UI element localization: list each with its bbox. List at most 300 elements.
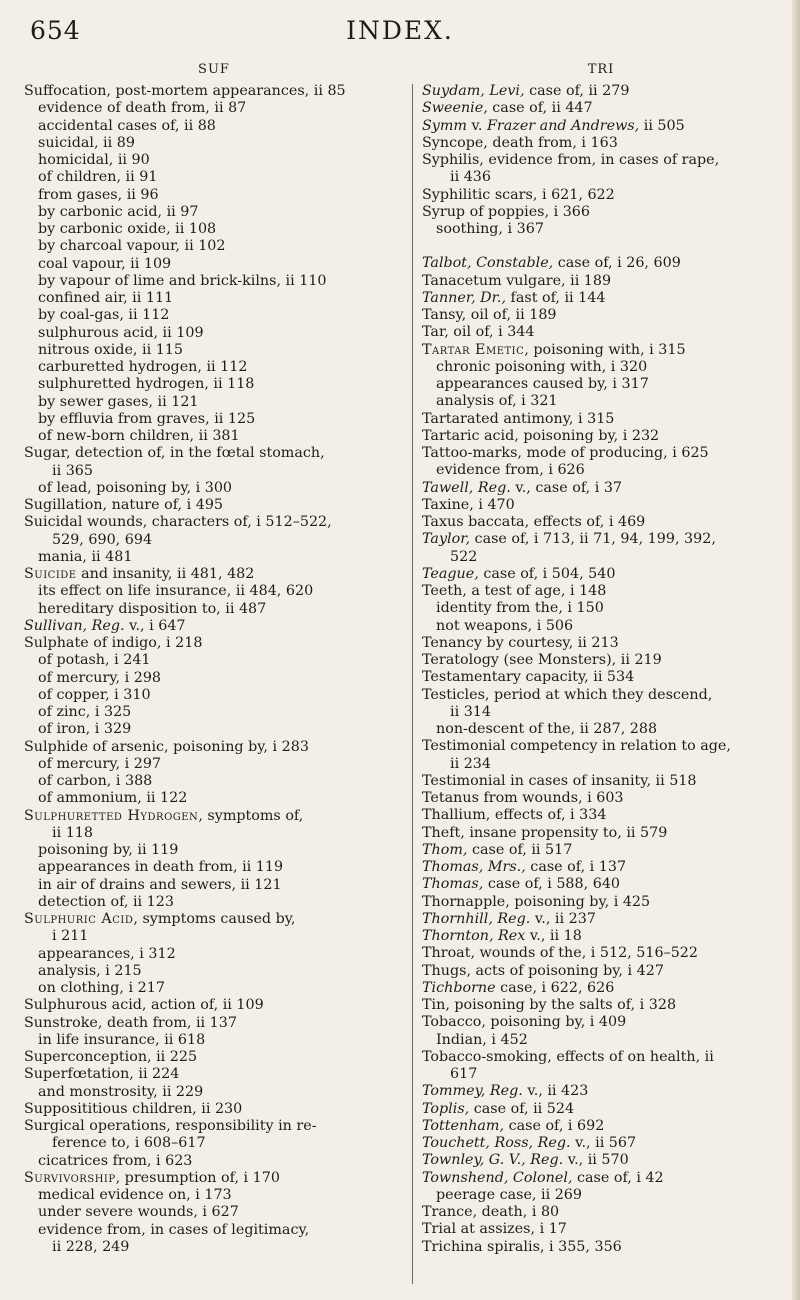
index-entry-text: Throat, wounds of the, i 512, 516–522 — [422, 945, 699, 962]
index-entry-text: Thornhill, Reg. v., ii 237 — [422, 910, 596, 927]
index-entry-text: and monstrosity, ii 229 — [38, 1083, 204, 1100]
index-entry-line — [24, 704, 404, 721]
index-entry-line — [24, 238, 404, 255]
index-entry-line — [422, 462, 780, 479]
index-entry-text: homicidal, ii 90 — [38, 152, 150, 168]
index-entry-line — [24, 963, 404, 980]
index-entry-text: Sullivan, Reg. v., i 647 — [24, 617, 186, 634]
index-entry-text: Thornton, Rex v., ii 18 — [422, 928, 582, 944]
right-column-head: TRI — [587, 62, 615, 77]
index-entry-line — [24, 100, 404, 117]
index-entry-line — [24, 83, 404, 100]
page-number: 654 — [30, 16, 81, 45]
index-entry-line — [24, 1101, 404, 1118]
index-entry-line — [422, 876, 780, 893]
index-entry-line — [422, 825, 780, 842]
index-entry-line — [422, 618, 780, 635]
index-entry-text: Sulphate of indigo, i 218 — [24, 635, 203, 651]
index-entry-line — [422, 324, 780, 341]
index-entry-line — [422, 359, 780, 376]
index-entry-line — [24, 152, 404, 169]
index-entry-text: Tartar Emetic, poisoning with, i 315 — [422, 341, 686, 358]
index-entry-text: ii 118 — [52, 824, 93, 841]
italic-name: Townley, G. V., Reg. — [422, 1152, 564, 1169]
italic-name: Townshend, Colonel, — [422, 1169, 573, 1186]
index-entry-line — [422, 790, 780, 807]
index-entry-text: under severe wounds, i 627 — [38, 1204, 239, 1221]
smallcaps-heading: Tartar Emetic — [422, 341, 525, 358]
index-entry-text: 529, 690, 694 — [52, 531, 153, 548]
index-entry-line — [24, 618, 404, 635]
index-entry-text: medical evidence on, i 173 — [38, 1187, 232, 1203]
index-entry-text: Thornapple, poisoning by, i 425 — [422, 893, 651, 910]
index-entry-line — [24, 463, 404, 480]
index-entry-line — [24, 894, 404, 911]
index-entry-line — [24, 497, 404, 514]
index-entry-line — [422, 1101, 780, 1118]
index-entry-text: soothing, i 367 — [436, 221, 544, 237]
italic-name: Thornton, Rex — [422, 928, 526, 944]
index-entry-line — [24, 980, 404, 997]
index-entry-line — [24, 290, 404, 307]
index-entry-line — [24, 808, 404, 825]
index-entry-line — [24, 687, 404, 704]
index-entry-text: by effluvia from graves, ii 125 — [38, 410, 256, 427]
index-entry-text: appearances caused by, i 317 — [436, 376, 649, 392]
index-entry-line — [24, 204, 404, 221]
index-entry-line — [422, 169, 780, 186]
index-entry-line — [24, 790, 404, 807]
index-entry-line — [422, 255, 780, 272]
index-entry-line — [422, 290, 780, 307]
index-entry-line — [422, 704, 780, 721]
index-entry-line — [24, 859, 404, 876]
index-entry-text: by sewer gases, ii 121 — [38, 393, 199, 410]
index-entry-line — [24, 652, 404, 669]
index-entry-line — [24, 169, 404, 186]
index-entry-line — [24, 1084, 404, 1101]
index-entry-line — [422, 393, 780, 410]
index-entry-text: Talbot, Constable, case of, i 26, 609 — [422, 255, 681, 272]
index-entry-line — [422, 221, 780, 238]
index-entry-text: ii 234 — [450, 755, 491, 772]
index-entry-line — [24, 756, 404, 773]
index-entry-line — [422, 945, 780, 962]
italic-name: Touchett, Ross, Reg. — [422, 1135, 571, 1151]
index-entry-line — [24, 187, 404, 204]
left-entries — [24, 83, 404, 1256]
index-entry-text: Survivorship, presumption of, i 170 — [24, 1169, 280, 1186]
index-entry-line — [24, 394, 404, 411]
index-entry-line — [24, 1015, 404, 1032]
italic-name: Thornhill, Reg. — [422, 910, 531, 927]
index-entry-text: Sugar, detection of, in the fœtal stomach, — [24, 445, 325, 462]
index-entry-text: Tanner, Dr., fast of, ii 144 — [422, 289, 606, 306]
column-divider — [412, 84, 413, 1284]
index-entry-line — [422, 445, 780, 462]
index-entry-line — [24, 445, 404, 462]
index-entry-text: 617 — [450, 1066, 478, 1082]
index-entry-text: mania, ii 481 — [38, 548, 133, 565]
index-entry-line — [422, 928, 780, 945]
index-entry-text: ii 365 — [52, 462, 93, 479]
index-entry-line — [24, 359, 404, 376]
index-entry-text: Trichina spiralis, i 355, 356 — [422, 1238, 622, 1255]
index-entry-text: Touchett, Ross, Reg. v., ii 567 — [422, 1135, 637, 1151]
index-entry-text: ii 436 — [450, 169, 491, 186]
index-entry-text: Tattoo-marks, mode of producing, i 625 — [422, 445, 709, 461]
index-entry-line — [24, 428, 404, 445]
italic-name: Suydam, Levi, — [422, 83, 525, 99]
index-entry-line — [422, 566, 780, 583]
index-entry-text: on clothing, i 217 — [38, 980, 165, 996]
index-entry-text: by charcoal vapour, ii 102 — [38, 238, 226, 255]
index-entry-line — [422, 135, 780, 152]
index-entry-text: Indian, i 452 — [436, 1031, 528, 1048]
index-entry-line — [422, 1204, 780, 1221]
index-entry-line — [422, 583, 780, 600]
index-entry-text: evidence of death from, ii 87 — [38, 100, 247, 117]
right-column — [422, 62, 780, 1256]
right-entries — [422, 83, 780, 1256]
index-entry-line — [422, 549, 780, 566]
index-entry-text: of iron, i 329 — [38, 721, 132, 738]
index-entry-text: Tartarated antimony, i 315 — [422, 410, 615, 427]
index-entry-text: in air of drains and sewers, ii 121 — [38, 876, 282, 893]
index-entry-line — [24, 307, 404, 324]
index-entry-line — [422, 307, 780, 324]
italic-name: Tanner, Dr., — [422, 289, 506, 306]
index-entry-text: 522 — [450, 548, 478, 565]
italic-name: Sweenie, — [422, 100, 488, 117]
index-entry-text: of lead, poisoning by, i 300 — [38, 479, 233, 496]
index-entry-text: Sugillation, nature of, i 495 — [24, 497, 224, 513]
index-entry-line — [24, 411, 404, 428]
index-entry-text: Tin, poisoning by the salts of, i 328 — [422, 997, 677, 1013]
index-entry-text: Tottenham, case of, i 692 — [422, 1117, 605, 1134]
index-entry-text: appearances in death from, ii 119 — [38, 859, 284, 876]
index-entry-text: Trance, death, i 80 — [422, 1204, 560, 1220]
index-entry-text: Townley, G. V., Reg. v., ii 570 — [422, 1152, 629, 1169]
index-entry-text: Tanacetum vulgare, ii 189 — [422, 272, 612, 289]
index-entry-text: in life insurance, ii 618 — [38, 1031, 206, 1048]
index-entry-text: cicatrices from, i 623 — [38, 1152, 193, 1169]
italic-name: Sullivan, Reg. — [24, 617, 125, 634]
index-entry-text: Sweenie, case of, ii 447 — [422, 100, 593, 117]
index-entry-line — [422, 514, 780, 531]
page-header — [0, 16, 800, 56]
index-entry-text: Teeth, a test of age, i 148 — [422, 583, 607, 599]
index-entry-line — [24, 1118, 404, 1135]
index-entry-text: hereditary disposition to, ii 487 — [38, 600, 267, 617]
index-entry-line — [422, 687, 780, 704]
index-entry-text: Superfœtation, ii 224 — [24, 1066, 180, 1083]
index-entry-line — [24, 773, 404, 790]
index-entry-text: Tartaric acid, poisoning by, i 232 — [422, 427, 660, 444]
index-entry-text: Trial at assizes, i 17 — [422, 1221, 567, 1238]
index-entry-text: of new-born children, ii 381 — [38, 428, 240, 444]
index-entry-text: evidence from, in cases of legitimacy, — [38, 1221, 310, 1238]
index-entry-text: of carbon, i 388 — [38, 773, 153, 789]
index-entry-text: Sunstroke, death from, ii 137 — [24, 1014, 237, 1031]
index-entry-text: i 211 — [52, 928, 89, 945]
index-entry-text: Syrup of poppies, i 366 — [422, 203, 590, 220]
index-entry-line — [422, 997, 780, 1014]
index-entry-text: Supposititious children, ii 230 — [24, 1100, 243, 1117]
index-entry-text: Thugs, acts of poisoning by, i 427 — [422, 962, 664, 979]
italic-name: Tawell, Reg. — [422, 479, 511, 496]
index-entry-text: Syphilis, evidence from, in cases of rape, — [422, 152, 720, 168]
index-entry-line — [422, 894, 780, 911]
index-entry-text: appearances, i 312 — [38, 945, 176, 962]
index-entry-line — [422, 669, 780, 686]
index-entry-line — [422, 911, 780, 928]
index-entry-text: poisoning by, ii 119 — [38, 842, 179, 858]
index-entry-text: Tetanus from wounds, i 603 — [422, 790, 624, 806]
index-entry-text: Taylor, case of, i 713, ii 71, 94, 199, 392, — [422, 531, 716, 548]
index-entry-text: by carbonic oxide, ii 108 — [38, 221, 217, 237]
index-entry-text: of children, ii 91 — [38, 169, 158, 186]
index-entry-line — [24, 273, 404, 290]
index-entry-text: Testicles, period at which they descend, — [422, 686, 713, 703]
index-entry-text: Tawell, Reg. v., case of, i 37 — [422, 479, 623, 496]
index-entry-text: chronic poisoning with, i 320 — [436, 358, 648, 375]
index-entry-line — [24, 566, 404, 583]
index-entry-line — [422, 342, 780, 359]
index-entry-text: Taxine, i 470 — [422, 496, 515, 513]
index-entry-text: Suffocation, post-mortem appearances, ii 85 — [24, 83, 346, 99]
index-entry-text: ii 314 — [450, 703, 491, 720]
index-entry-line — [422, 497, 780, 514]
index-entry-text: sulphuretted hydrogen, ii 118 — [38, 376, 255, 393]
index-entry-line — [422, 1239, 780, 1256]
index-entry-line — [24, 877, 404, 894]
index-entry-text: Townshend, Colonel, case of, i 42 — [422, 1169, 664, 1186]
index-entry-text: Testamentary capacity, ii 534 — [422, 669, 635, 686]
index-entry-text: sulphurous acid, ii 109 — [38, 324, 204, 341]
index-entry-line — [422, 1066, 780, 1083]
index-entry-line — [422, 600, 780, 617]
smallcaps-heading: Survivorship — [24, 1169, 116, 1186]
italic-name: Talbot, Constable, — [422, 255, 554, 272]
index-entry-text: Teratology (see Monsters), ii 219 — [422, 652, 662, 668]
index-entry-text: its effect on life insurance, ii 484, 620 — [38, 583, 314, 600]
index-entry-line — [24, 1170, 404, 1187]
smallcaps-heading: Sulphuric Acid — [24, 911, 134, 927]
index-entry-line — [24, 911, 404, 928]
italic-name: Thomas, Mrs., — [422, 859, 526, 875]
index-entry-line — [422, 635, 780, 652]
index-entry-text: of copper, i 310 — [38, 686, 151, 703]
index-entry-line — [24, 1204, 404, 1221]
index-entry-text: Suicide and insanity, ii 481, 482 — [24, 566, 255, 582]
index-entry-text: Thom, case of, ii 517 — [422, 841, 573, 858]
index-entry-text: Suydam, Levi, case of, ii 279 — [422, 83, 630, 99]
page-edge — [792, 0, 800, 1300]
index-entry-text: Syncope, death from, i 163 — [422, 134, 618, 151]
index-entry-text: Sulphuric Acid, symptoms caused by, — [24, 911, 296, 927]
index-entry-line — [422, 842, 780, 859]
index-entry-text: nitrous oxide, ii 115 — [38, 341, 183, 358]
index-entry-text: Surgical operations, responsibility in re- — [24, 1118, 317, 1134]
index-entry-line — [422, 980, 780, 997]
italic-name: Tottenham, — [422, 1117, 505, 1134]
index-entry-line — [24, 549, 404, 566]
index-entry-line — [422, 411, 780, 428]
index-entry-text: Thomas, Mrs., case of, i 137 — [422, 859, 627, 875]
index-entry-text: Tenancy by courtesy, ii 213 — [422, 634, 619, 651]
index-entry-line — [422, 1170, 780, 1187]
index-entry-text: Tobacco-smoking, effects of on health, ii — [422, 1048, 714, 1065]
index-entry-line — [422, 963, 780, 980]
index-entry-text: of mercury, i 298 — [38, 669, 162, 686]
index-entry-text: Theft, insane propensity to, ii 579 — [422, 824, 668, 841]
index-entry-text: identity from the, i 150 — [436, 600, 604, 617]
index-entry-line — [24, 342, 404, 359]
smallcaps-heading: Suicide — [24, 566, 77, 582]
index-entry-line — [422, 118, 780, 135]
index-entry-text: Thallium, effects of, i 334 — [422, 807, 607, 824]
index-entry-text: by coal-gas, ii 112 — [38, 307, 170, 324]
index-entry-line — [422, 100, 780, 117]
index-entry-line — [422, 1083, 780, 1100]
index-entry-line — [24, 997, 404, 1014]
index-entry-text: of mercury, i 297 — [38, 755, 162, 772]
left-column-head: SUF — [198, 62, 230, 77]
index-entry-text: Suicidal wounds, characters of, i 512–522, — [24, 514, 332, 531]
index-entry-text: non-descent of the, ii 287, 288 — [436, 721, 658, 737]
index-entry-text: Syphilitic scars, i 621, 622 — [422, 186, 615, 203]
index-entry-line — [422, 428, 780, 445]
index-entry-text: Thomas, case of, i 588, 640 — [422, 876, 621, 893]
italic-name: Tichborne — [422, 979, 496, 996]
index-entry-text: Testimonial competency in relation to age, — [422, 738, 731, 755]
index-entry-line — [24, 514, 404, 531]
index-entry-line — [24, 1135, 404, 1152]
index-entry-line — [422, 152, 780, 169]
index-entry-line — [24, 1222, 404, 1239]
index-entry-line — [24, 1032, 404, 1049]
index-entry-text: Tansy, oil of, ii 189 — [422, 307, 557, 323]
index-entry-line — [422, 807, 780, 824]
index-entry-line — [422, 756, 780, 773]
index-entry-line — [24, 928, 404, 945]
index-entry-text: Tichborne case, i 622, 626 — [422, 979, 615, 996]
smallcaps-heading: Sulphuretted Hydrogen — [24, 807, 199, 824]
italic-name: Toplis, — [422, 1100, 470, 1117]
index-entry-line — [24, 583, 404, 600]
index-entry-line — [24, 325, 404, 342]
index-entry-line — [24, 480, 404, 497]
index-entry-text: Taxus baccata, effects of, i 469 — [422, 514, 646, 530]
index-entry-line — [422, 1152, 780, 1169]
index-entry-line — [24, 739, 404, 756]
index-entry-line — [24, 135, 404, 152]
index-entry-line — [422, 531, 780, 548]
index-entry-text: Tobacco, poisoning by, i 409 — [422, 1014, 627, 1031]
index-entry-line — [422, 480, 780, 497]
index-entry-text: Toplis, case of, ii 524 — [422, 1100, 575, 1117]
index-entry-text: analysis, i 215 — [38, 962, 142, 979]
index-entry-line — [24, 842, 404, 859]
index-entry-line — [422, 859, 780, 876]
index-entry-line — [422, 1118, 780, 1135]
index-entry-line — [24, 721, 404, 738]
index-entry-line — [422, 1187, 780, 1204]
italic-name: Symm — [422, 117, 467, 134]
italic-name: Thomas, — [422, 876, 484, 893]
index-entry-line — [24, 1187, 404, 1204]
index-entry-line — [24, 1153, 404, 1170]
index-entry-text: suicidal, ii 89 — [38, 134, 135, 151]
index-entry-line — [24, 635, 404, 652]
index-entry-text: evidence from, i 626 — [436, 462, 585, 479]
index-entry-line — [422, 187, 780, 204]
index-entry-text: Testimonial in cases of insanity, ii 518 — [422, 772, 697, 789]
italic-name: Frazer and Andrews, — [487, 117, 640, 134]
index-entry-line — [422, 83, 780, 100]
index-entry-line — [24, 946, 404, 963]
index-entry-text: by carbonic acid, ii 97 — [38, 203, 199, 220]
italic-name: Teague, — [422, 565, 479, 582]
index-entry-text: coal vapour, ii 109 — [38, 255, 172, 272]
index-entry-line — [422, 1221, 780, 1238]
index-entry-text: Tommey, Reg. v., ii 423 — [422, 1083, 589, 1100]
index-entry-line — [24, 601, 404, 618]
index-entry-text: ii 228, 249 — [52, 1238, 130, 1255]
index-entry-line — [24, 221, 404, 238]
index-entry-line — [422, 652, 780, 669]
index-entry-line — [422, 273, 780, 290]
italic-name: Tommey, Reg. — [422, 1083, 523, 1100]
index-entry-text: Sulphurous acid, action of, ii 109 — [24, 997, 264, 1014]
index-entry-line — [24, 118, 404, 135]
index-entry-text: Sulphide of arsenic, poisoning by, i 283 — [24, 738, 309, 755]
index-entry-line — [422, 1049, 780, 1066]
index-entry-line — [24, 670, 404, 687]
index-entry-text: of potash, i 241 — [38, 652, 151, 669]
index-entry-text: Sulphuretted Hydrogen, symptoms of, — [24, 807, 304, 824]
index-entry-text: detection of, ii 123 — [38, 893, 174, 910]
index-entry-text: analysis of, i 321 — [436, 393, 558, 410]
index-entry-text: peerage case, ii 269 — [436, 1186, 582, 1203]
left-column — [24, 62, 404, 1256]
index-entry-text: Symm v. Frazer and Andrews, ii 505 — [422, 117, 685, 134]
index-entry-text: ference to, i 608–617 — [52, 1135, 206, 1152]
index-entry-text: Tar, oil of, i 344 — [422, 324, 535, 341]
index-entry-line — [24, 376, 404, 393]
index-entry-line — [422, 773, 780, 790]
index-entry-line — [24, 1066, 404, 1083]
index-entry-line — [24, 1239, 404, 1256]
index-entry-line — [24, 532, 404, 549]
index-entry-line — [422, 1014, 780, 1031]
index-entry-line — [24, 825, 404, 842]
italic-name: Taylor, — [422, 531, 471, 548]
index-entry-text: Superconception, ii 225 — [24, 1049, 198, 1065]
index-entry-line — [422, 204, 780, 221]
index-entry-line — [422, 1032, 780, 1049]
index-entry-line — [24, 1049, 404, 1066]
index-entry-line — [422, 376, 780, 393]
index-entry-text: carburetted hydrogen, ii 112 — [38, 359, 248, 375]
italic-name: Thom, — [422, 841, 468, 858]
index-entry-text: of ammonium, ii 122 — [38, 790, 188, 807]
entry-gap — [422, 238, 780, 255]
running-title: INDEX. — [346, 16, 454, 45]
index-entry-line — [422, 738, 780, 755]
index-entry-text: of zinc, i 325 — [38, 704, 132, 720]
